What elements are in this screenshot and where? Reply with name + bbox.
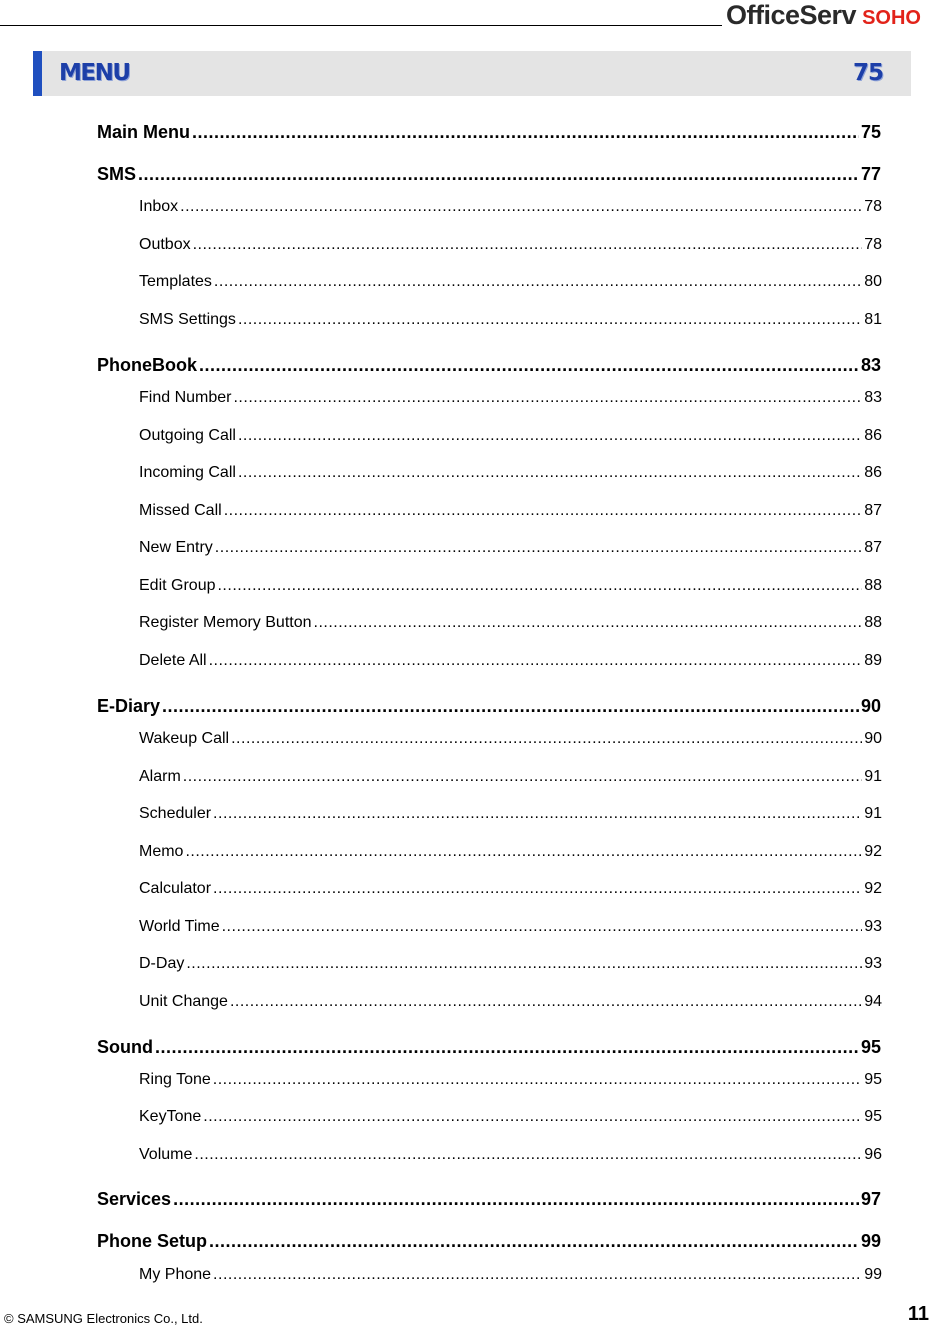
section-accent-stripe xyxy=(33,51,42,96)
toc-entry-label: PhoneBook xyxy=(97,355,198,375)
toc-entry-page: 90 xyxy=(864,730,882,747)
toc-dot-leader xyxy=(231,730,862,748)
toc-entry-label: Delete All xyxy=(139,652,207,669)
toc-entry-page: 99 xyxy=(864,1266,882,1283)
toc-dot-leader xyxy=(173,1189,859,1210)
toc-entry-page: 91 xyxy=(864,768,882,785)
toc-entry-label: Sound xyxy=(97,1037,153,1057)
toc-entry-page: 75 xyxy=(860,122,881,142)
toc-dot-leader xyxy=(314,614,863,632)
toc-entry-page: 80 xyxy=(864,273,882,290)
toc-section-entry[interactable] xyxy=(139,198,882,220)
footer-page-number: 11 xyxy=(907,1303,929,1325)
toc-dot-leader xyxy=(238,464,862,482)
toc-dot-leader xyxy=(213,1071,862,1089)
brand-logo xyxy=(726,0,921,32)
toc-dot-leader xyxy=(192,122,859,143)
toc-section-entry[interactable] xyxy=(139,730,882,752)
toc-section-entry[interactable] xyxy=(139,652,882,674)
toc-dot-leader xyxy=(183,768,862,786)
toc-entry-label: Outgoing Call xyxy=(139,427,236,444)
toc-entry-label: Incoming Call xyxy=(139,464,236,481)
toc-entry-page: 87 xyxy=(864,539,882,556)
toc-dot-leader xyxy=(209,1231,859,1252)
toc-chapter-entry[interactable] xyxy=(97,122,881,146)
toc-section-entry[interactable] xyxy=(139,1108,882,1130)
toc-entry-label: KeyTone xyxy=(139,1108,202,1125)
toc-section-entry[interactable] xyxy=(139,539,882,561)
toc-entry-label: Calculator xyxy=(139,880,212,897)
toc-section-entry[interactable] xyxy=(139,273,882,295)
toc-entry-label: New Entry xyxy=(139,539,213,556)
brand-edition: SOHO xyxy=(862,7,921,29)
toc-chapter-entry[interactable] xyxy=(97,164,881,188)
toc-dot-leader xyxy=(238,311,862,329)
section-page-number: 75 xyxy=(852,60,883,86)
toc-dot-leader xyxy=(138,164,859,185)
toc-entry-page: 78 xyxy=(864,198,882,215)
toc-dot-leader xyxy=(213,880,862,898)
toc-entry-page: 97 xyxy=(860,1189,881,1209)
toc-entry-page: 81 xyxy=(864,311,882,328)
toc-dot-leader xyxy=(214,273,862,291)
toc-dot-leader xyxy=(233,389,862,407)
toc-dot-leader xyxy=(213,805,862,823)
toc-entry-label: Missed Call xyxy=(139,502,222,519)
toc-section-entry[interactable] xyxy=(139,1146,882,1168)
section-header-bar xyxy=(33,51,911,96)
toc-section-entry[interactable] xyxy=(139,955,882,977)
toc-entry-label: Inbox xyxy=(139,198,179,215)
toc-section-entry[interactable] xyxy=(139,236,882,258)
toc-entry-page: 93 xyxy=(864,918,882,935)
toc-entry-page: 91 xyxy=(864,805,882,822)
toc-section-entry[interactable] xyxy=(139,918,882,940)
toc-entry-page: 78 xyxy=(864,236,882,253)
toc-dot-leader xyxy=(162,696,859,717)
footer-copyright: © SAMSUNG Electronics Co., Ltd. xyxy=(4,1311,203,1326)
toc-entry-page: 83 xyxy=(864,389,882,406)
toc-chapter-entry[interactable] xyxy=(97,1231,881,1255)
toc-section-entry[interactable] xyxy=(139,311,882,333)
toc-entry-page: 88 xyxy=(864,614,882,631)
toc-entry-label: Services xyxy=(97,1189,172,1209)
toc-entry-page: 90 xyxy=(860,696,881,716)
section-title: MENU xyxy=(59,60,130,86)
toc-dot-leader xyxy=(155,1037,859,1058)
toc-entry-label: Scheduler xyxy=(139,805,212,822)
toc-section-entry[interactable] xyxy=(139,880,882,902)
toc-dot-leader xyxy=(180,198,862,216)
toc-dot-leader xyxy=(194,1146,862,1164)
toc-dot-leader xyxy=(203,1108,862,1126)
toc-entry-label: World Time xyxy=(139,918,220,935)
toc-section-entry[interactable] xyxy=(139,805,882,827)
toc-section-entry[interactable] xyxy=(139,614,882,636)
toc-entry-label: Unit Change xyxy=(139,993,228,1010)
toc-entry-page: 92 xyxy=(864,880,882,897)
toc-entry-page: 88 xyxy=(864,577,882,594)
toc-dot-leader xyxy=(222,918,863,936)
toc-dot-leader xyxy=(217,577,862,595)
toc-dot-leader xyxy=(209,652,863,670)
toc-entry-label: Find Number xyxy=(139,389,232,406)
toc-section-entry[interactable] xyxy=(139,768,882,790)
toc-section-entry[interactable] xyxy=(139,577,882,599)
toc-entry-label: E-Diary xyxy=(97,696,161,716)
toc-entry-page: 95 xyxy=(864,1071,882,1088)
toc-section-entry[interactable] xyxy=(139,993,882,1015)
toc-entry-page: 95 xyxy=(860,1037,881,1057)
toc-entry-label: Alarm xyxy=(139,768,181,785)
toc-section-entry[interactable] xyxy=(139,843,882,865)
toc-entry-page: 99 xyxy=(860,1231,881,1251)
toc-entry-page: 83 xyxy=(860,355,881,375)
toc-entry-page: 89 xyxy=(864,652,882,669)
toc-entry-page: 86 xyxy=(864,464,882,481)
toc-section-entry[interactable] xyxy=(139,427,882,449)
toc-entry-label: Outbox xyxy=(139,236,191,253)
toc-entry-page: 95 xyxy=(864,1108,882,1125)
toc-entry-page: 77 xyxy=(860,164,881,184)
toc-entry-label: D-Day xyxy=(139,955,185,972)
header-rule xyxy=(0,25,722,26)
toc-section-entry[interactable] xyxy=(139,1266,882,1288)
toc-entry-label: Main Menu xyxy=(97,122,190,142)
toc-section-entry[interactable] xyxy=(139,502,882,524)
toc-entry-page: 92 xyxy=(864,843,882,860)
toc-dot-leader xyxy=(224,502,863,520)
toc-entry-label: Volume xyxy=(139,1146,193,1163)
toc-entry-label: SMS Settings xyxy=(139,311,236,328)
toc-section-entry[interactable] xyxy=(139,1071,882,1093)
toc-entry-page: 87 xyxy=(864,502,882,519)
toc-entry-label: My Phone xyxy=(139,1266,212,1283)
toc-dot-leader xyxy=(230,993,862,1011)
toc-dot-leader xyxy=(186,955,862,973)
toc-dot-leader xyxy=(199,355,859,376)
toc-dot-leader xyxy=(193,236,863,254)
toc-dot-leader xyxy=(185,843,862,861)
toc-chapter-entry[interactable] xyxy=(97,1037,881,1061)
toc-entry-label: Edit Group xyxy=(139,577,216,594)
toc-entry-label: Phone Setup xyxy=(97,1231,208,1251)
toc-entry-label: Memo xyxy=(139,843,184,860)
toc-entry-page: 86 xyxy=(864,427,882,444)
toc-entry-label: Ring Tone xyxy=(139,1071,211,1088)
toc-entry-page: 96 xyxy=(864,1146,882,1163)
brand-name: OfficeServ xyxy=(726,0,857,30)
toc-dot-leader xyxy=(215,539,862,557)
toc-entry-label: Register Memory Button xyxy=(139,614,312,631)
toc-section-entry[interactable] xyxy=(139,389,882,411)
toc-entry-label: Templates xyxy=(139,273,212,290)
toc-section-entry[interactable] xyxy=(139,464,882,486)
toc-entry-page: 94 xyxy=(864,993,882,1010)
toc-entry-page: 93 xyxy=(864,955,882,972)
toc-entry-label: SMS xyxy=(97,164,137,184)
toc-dot-leader xyxy=(238,427,862,445)
toc-chapter-entry[interactable] xyxy=(97,1189,881,1213)
toc-dot-leader xyxy=(213,1266,862,1284)
toc-chapter-entry[interactable] xyxy=(97,696,881,720)
toc-chapter-entry[interactable] xyxy=(97,355,881,379)
toc-entry-label: Wakeup Call xyxy=(139,730,230,747)
